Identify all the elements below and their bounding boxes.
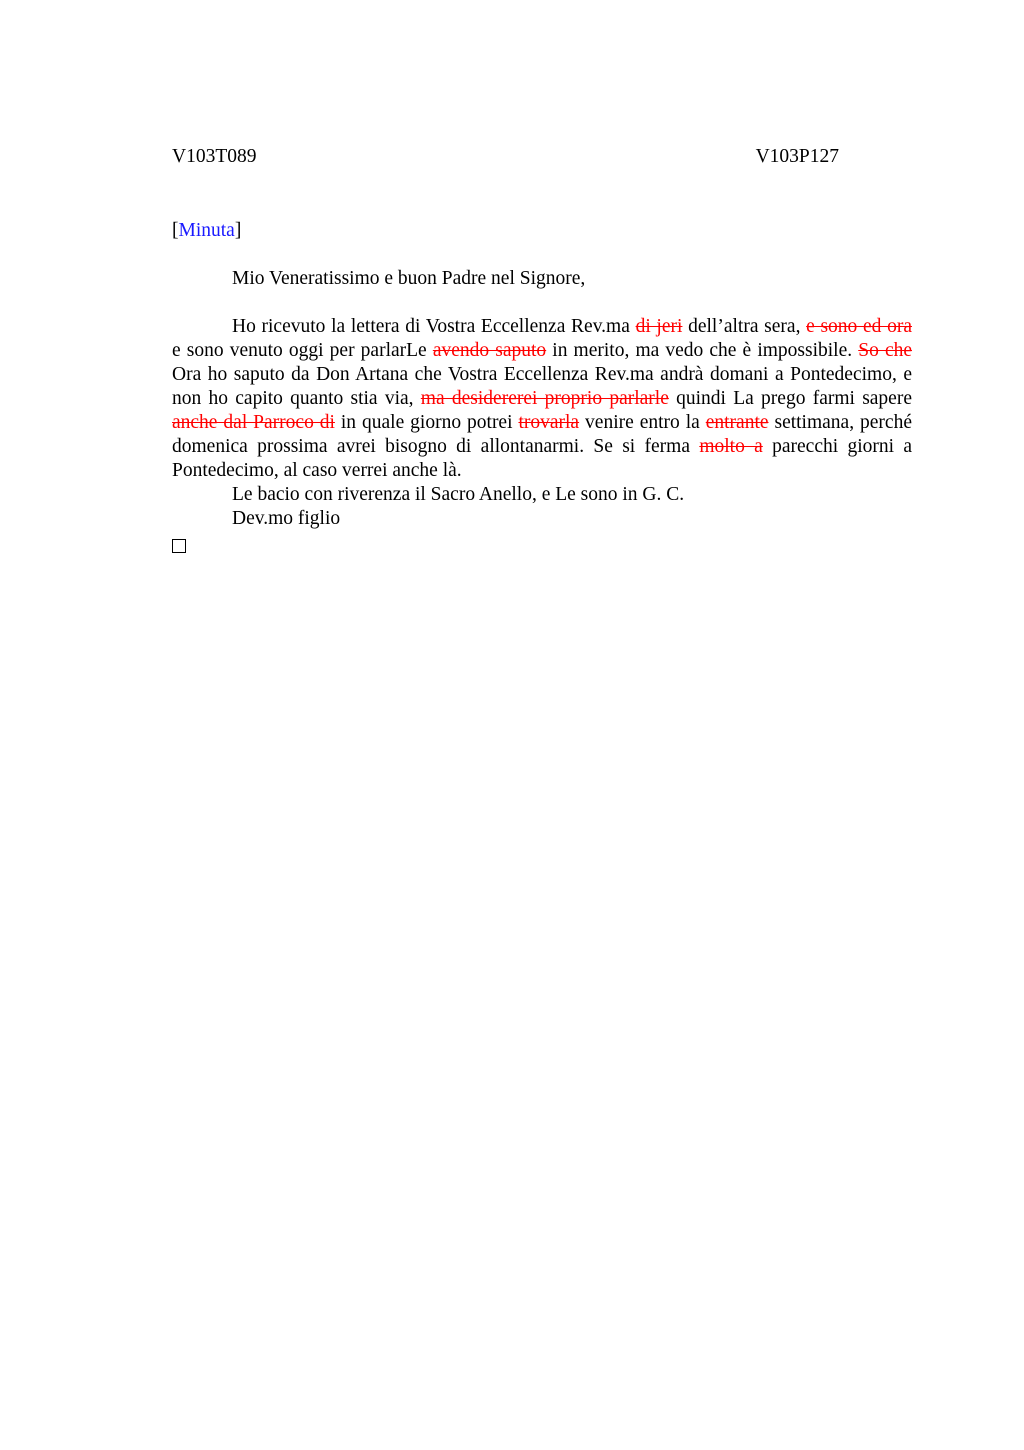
- body-text: e sono venuto oggi per parlarLe: [172, 340, 433, 361]
- body-text: parecchi giorni a Pontedecimo, al caso verrei anche là.: [172, 436, 912, 481]
- deleted-text: anche dal Parroco di: [172, 412, 335, 433]
- body-text: Ho ricevuto la lettera di Vostra Eccellenza Rev.ma: [232, 316, 636, 337]
- document-code-right: V103P127: [755, 146, 839, 167]
- letter-body-paragraph: [172, 315, 912, 483]
- document-code-left: V103T089: [172, 146, 257, 167]
- body-text: Ora ho saputo da Don Artana che Vostra Eccellenza Rev.ma andrà domani a Pontedecimo, e non ho capito quanto stia via,: [172, 364, 912, 409]
- document-page: [172, 145, 912, 560]
- deleted-text: avendo saputo: [432, 340, 547, 361]
- deleted-text: So che: [858, 340, 912, 361]
- minuta-label-line: [172, 219, 912, 243]
- body-text: in merito, ma vedo che è impossibile.: [546, 340, 859, 361]
- minuta-label: Minuta: [178, 220, 235, 241]
- deleted-text: trovarla: [518, 412, 580, 433]
- end-marker: [172, 531, 912, 560]
- deleted-text: e sono ed ora: [806, 316, 912, 337]
- salutation: Mio Veneratissimo e buon Padre nel Signore,: [232, 268, 586, 289]
- closing-line: Le bacio con riverenza il Sacro Anello, e Le sono in G. C.: [232, 484, 685, 505]
- body-text: in quale giorno potrei: [334, 412, 519, 433]
- body-text: quindi La prego farmi sapere: [668, 388, 912, 409]
- body-text: dell’altra sera,: [682, 316, 807, 337]
- body-text: venire entro la: [579, 412, 706, 433]
- deleted-text: molto a: [699, 436, 763, 457]
- deleted-text: di jeri: [635, 316, 683, 337]
- signature-line: Dev.mo figlio: [232, 508, 341, 529]
- deleted-text: ma desidererei proprio parlarle: [420, 388, 669, 409]
- header-codes: [172, 145, 839, 169]
- empty-square-icon: [172, 539, 186, 553]
- body-text: settimana, perché domenica prossima avrei bisogno di allontanarmi. Se si ferma: [172, 412, 912, 457]
- deleted-text: entrante: [705, 412, 769, 433]
- close-bracket: ]: [234, 220, 242, 241]
- open-bracket: [: [172, 220, 179, 241]
